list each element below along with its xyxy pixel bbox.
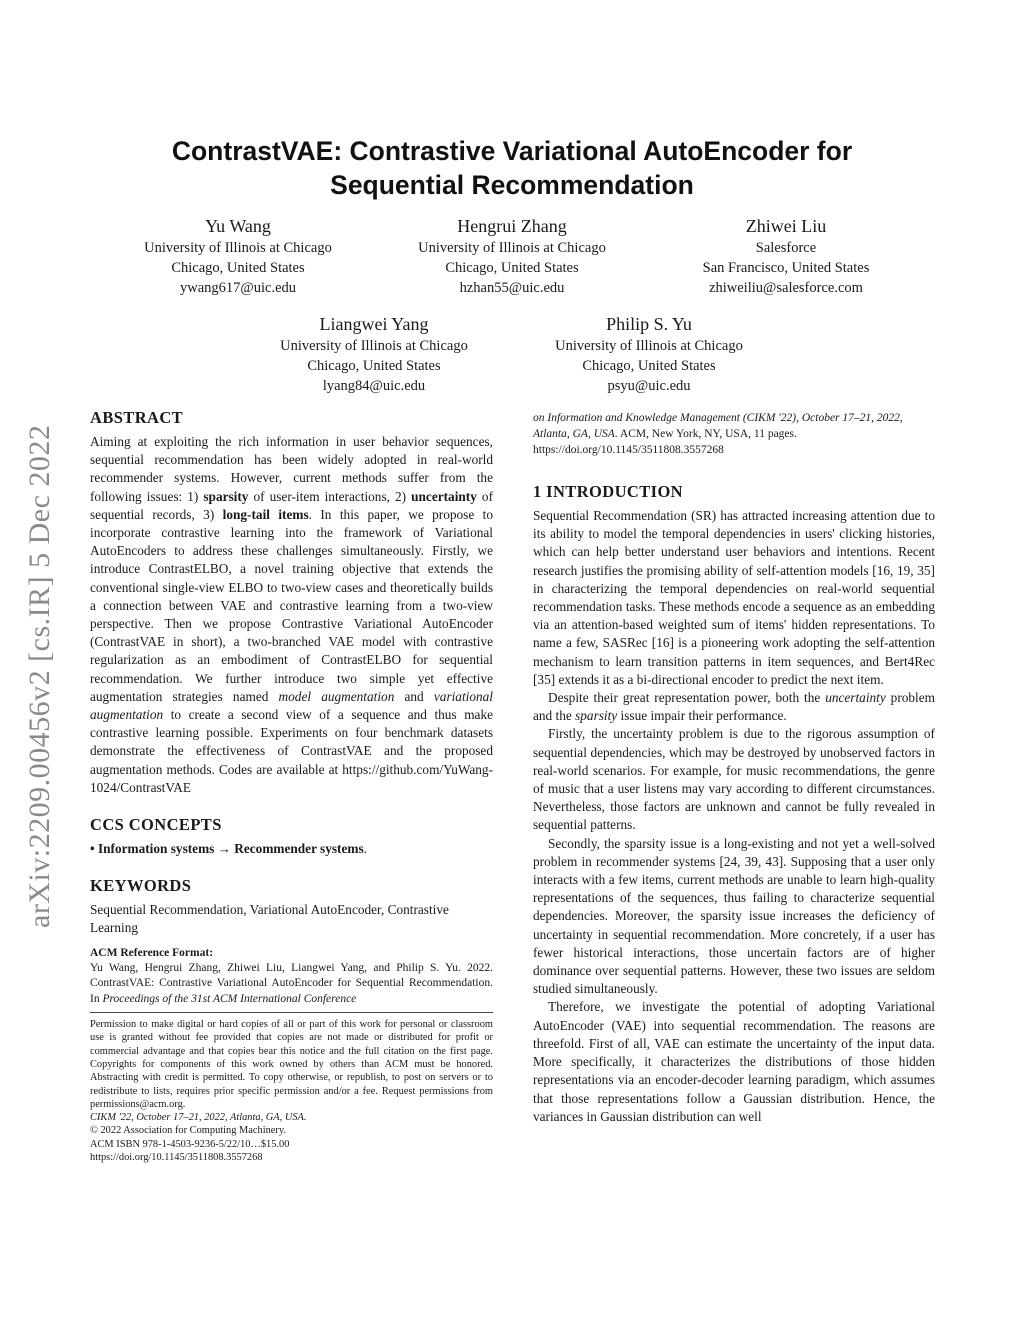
abstract-text-part: Aiming at exploiting the rich information in user behavior sequences, sequential recommendation has been widely adopted in real-world recommender systems. However, current methods suffer from the following issues: 1): [90, 434, 493, 504]
isbn-line: ACM ISBN 978-1-4503-9236-5/22/10…$15.00: [90, 1138, 290, 1150]
abstract-emphasis: uncertainty: [411, 488, 477, 504]
author-location: Chicago, United States: [307, 358, 441, 374]
abstract-text-part: of user-item interactions, 2): [248, 488, 412, 504]
abstract-text-part: . In this paper, we propose to incorporate contrastive learning into the framework of Variational AutoEncoders to address these challenges simultaneously. Firstly, we introduce ContrastELBO, a novel training objective that extends the conventional single-view ELBO to two-view cases and theoretically builds a connection between VAE and contrastive learning from a two-view perspective. Then we propose Contrastive Variational AutoEncoder (ContrastVAE in short), a two-branched VAE model with contrastive regularization as an embodiment of ContrastELBO for sequential recommendation. We further introduce two simple yet effective augmentation strategies named: [90, 506, 493, 704]
abstract-text-part: and: [394, 688, 434, 704]
title-line-1: ContrastVAE: Contrastive Variational AutoEncoder for: [171, 136, 853, 166]
author-name: Liangwei Yang: [319, 314, 429, 334]
conference-line: [90, 1111, 493, 1124]
author-email: zhiweiliu@salesforce.com: [709, 280, 863, 296]
author-email: ywang617@uic.edu: [179, 280, 297, 296]
conference-text: CIKM '22, October 17–21, 2022, Atlanta, GA, USA.: [90, 1112, 307, 1124]
author-email: hzhan55@uic.edu: [459, 280, 565, 296]
author-location: Chicago, United States: [171, 260, 305, 276]
author-location: San Francisco, United States: [702, 260, 870, 276]
author-name: Philip S. Yu: [606, 314, 692, 334]
introduction-heading: 1 INTRODUCTION: [533, 482, 683, 501]
intro-text-part: problem and the: [533, 690, 935, 724]
author-block: [244, 313, 504, 396]
doi-line: https://doi.org/10.1145/3511808.3557268: [90, 1152, 263, 1164]
abstract-heading: ABSTRACT: [90, 408, 184, 427]
intro-paragraph: Firstly, the uncertainty problem is due to the rigorous assumption of sequential dependencies, which may be destroyed by unobserved factors in real-world scenarios. For example, for music recommendations, the genre of music that a user listens may vary according to different circumstances. Nevertheless, those factors are unknown and cannot be fully revealed in sequential patterns.: [533, 726, 935, 833]
acm-reference-heading: ACM Reference Format:: [90, 946, 214, 959]
author-block: [382, 215, 642, 298]
title-line-2: Sequential Recommendation: [330, 170, 694, 200]
author-name: Yu Wang: [205, 216, 271, 236]
acm-reference-text: [90, 961, 493, 1008]
ccs-period: .: [363, 841, 367, 857]
abstract-text: [90, 433, 493, 797]
abstract-emphasis: long-tail items: [222, 506, 309, 522]
author-name: Zhiwei Liu: [745, 216, 827, 236]
author-affiliation: Salesforce: [755, 240, 817, 256]
acm-reference-proceedings: Proceedings of the 31st ACM International Conference: [102, 993, 357, 1006]
author-affiliation: University of Illinois at Chicago: [418, 240, 606, 256]
abstract-emphasis: sparsity: [203, 488, 249, 504]
keywords-text: Sequential Recommendation, Variational AutoEncoder, Contrastive Learning: [90, 902, 449, 936]
intro-paragraph: [533, 689, 935, 725]
acm-reference-proceedings-continued: on Information and Knowledge Management (CIKM '22), October 17–21, 2022, Atlanta, GA, USA: [533, 412, 903, 440]
ccs-text: [90, 840, 493, 858]
ccs-heading: CCS CONCEPTS: [90, 815, 222, 835]
intro-paragraph: Sequential Recommendation (SR) has attracted increasing attention due to its ability to model the temporal dependencies in users' clicking histories, which can help better understand user behaviors and intentions. Recent research justifies the promising ability of self-attention models [16, 19, 35] in characterizing the temporal dependencies on real-world sequential recommendation tasks. These methods encode a sequence as an embedding via an attention-based weighted sum of items' hidden representations. To name a few, SASRec [16] is a pioneering work adopting the self-attention mechanism to learn transition patterns in item sequences, and Bert4Rec [35] extends it as a bi-directional encoder to predict the next item.: [533, 508, 935, 687]
paper-title: [100, 134, 924, 202]
author-block: [519, 313, 779, 396]
author-location: Chicago, United States: [582, 358, 716, 374]
intro-text-part: Despite their great representation power, both the: [548, 690, 826, 706]
acm-reference-continuation: [533, 410, 935, 458]
author-affiliation: University of Illinois at Chicago: [555, 338, 743, 354]
author-email: psyu@uic.edu: [607, 378, 691, 394]
author-block: [656, 215, 916, 298]
right-column: [533, 410, 935, 1126]
footnote-rule: [90, 1012, 493, 1013]
author-email: lyang84@uic.edu: [322, 378, 426, 394]
author-name: Hengrui Zhang: [457, 216, 567, 236]
acm-reference-tail: . ACM, New York, NY, USA, 11 pages. https://doi.org/10.1145/3511808.3557268: [533, 428, 797, 456]
intro-paragraph: Secondly, the sparsity issue is a long-existing and not yet a well-solved problem in recommender systems [24, 39, 43]. Supposing that a user only interacts with a few items, current methods are unable to learn high-quality representations of the sequences, thus failing to characterize sequential dependencies. Moreover, the sparsity issue increases the deficiency of uncertainty in sequential recommendation. More concretely, if a user has fewer historical interactions, those uncertain factors are of higher dominance over sequential patterns. However, these two issues are seldom studied simultaneously.: [533, 835, 935, 997]
author-block: [108, 215, 368, 298]
left-column: [90, 408, 493, 1164]
intro-italic: uncertainty: [825, 690, 886, 706]
abstract-italic: model augmentation: [278, 688, 395, 704]
abstract-text-part: to create a second view of a sequence and thus make contrastive learning possible. Experiments on four benchmark datasets demonstrate the effectiveness of ContrastVAE and the proposed augmentation methods. Codes are available at https://github.com/YuWang-1024/ContrastVAE: [90, 707, 493, 795]
author-location: Chicago, United States: [445, 260, 579, 276]
intro-paragraph: Therefore, we investigate the potential of adopting Variational AutoEncoder (VAE) into sequential recommendation. The reasons are threefold. First of all, VAE can estimate the uncertainty of the input data. More specifically, it characterizes the distributions of those hidden representations via an encoder-decoder learning paradigm, which assumes that those representations follow a Gaussian distribution. Hence, the variances in Gaussian distribution can well: [533, 999, 935, 1124]
abstract-italic: variational augmentation: [90, 688, 493, 723]
abstract-text-part: of sequential records, 3): [90, 488, 493, 522]
ccs-concept: • Information systems → Recommender systems: [90, 841, 364, 857]
copyright-line: © 2022 Association for Computing Machinery.: [90, 1125, 286, 1137]
intro-italic: sparsity: [575, 708, 618, 724]
arxiv-identifier: arXiv:2209.00456v2 [cs.IR] 5 Dec 2022: [23, 424, 56, 928]
permission-notice: Permission to make digital or hard copies of all or part of this work for personal or classroom use is granted without fee provided that copies are not made or distributed for profit or commercial advantage and that copies bear this notice and the full citation on the first page. Copyrights for components of this work owned by others than ACM must be honored. Abstracting with credit is permitted. To copy otherwise, or republish, to post on servers or to redistribute to lists, requires prior specific permission and/or a fee. Request permissions from permissions@acm.org.: [90, 1019, 493, 1110]
keywords-heading: KEYWORDS: [90, 876, 192, 896]
author-affiliation: University of Illinois at Chicago: [280, 338, 468, 354]
acm-reference-part: Yu Wang, Hengrui Zhang, Zhiwei Liu, Liangwei Yang, and Philip S. Yu. 2022. ContrastVAE: Contrastive Variational AutoEncoder for Sequential Recommendation. In: [90, 961, 493, 1006]
intro-text-part: issue impair their performance.: [617, 708, 787, 724]
author-affiliation: University of Illinois at Chicago: [144, 240, 332, 256]
